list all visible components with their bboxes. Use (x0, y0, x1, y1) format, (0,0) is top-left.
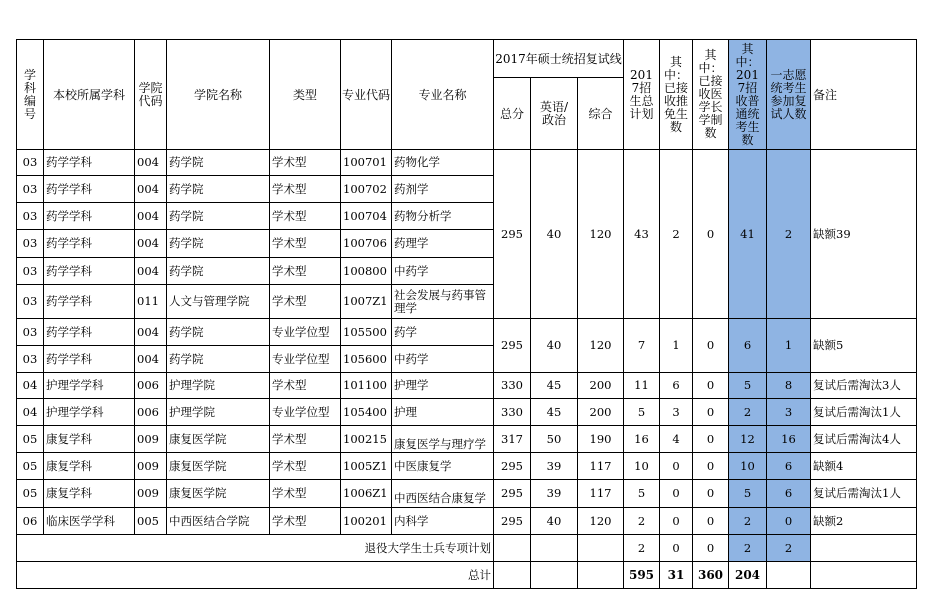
totals-empty (531, 562, 578, 589)
row-no: 05 (17, 426, 44, 453)
row-discipline: 护理学学科 (44, 373, 135, 399)
group-comprehensive: 200 (578, 399, 624, 426)
group-total-score: 330 (494, 399, 531, 426)
row-discipline: 护理学学科 (44, 399, 135, 426)
row-major: 药物分析学 (392, 203, 494, 230)
row-major-code: 100704 (341, 203, 392, 230)
group-total-score: 295 (494, 508, 531, 535)
row-type: 学术型 (270, 453, 341, 480)
row-type: 学术型 (270, 426, 341, 453)
group-exempt: 3 (660, 399, 693, 426)
row-major: 中西医结合康复学 (392, 480, 494, 508)
row-no: 03 (17, 150, 44, 176)
row-type: 专业学位型 (270, 319, 341, 346)
group-regular: 2 (729, 399, 767, 426)
row-discipline: 临床医学学科 (44, 508, 135, 535)
row-discipline: 康复学科 (44, 426, 135, 453)
group-regular: 2 (729, 508, 767, 535)
veteran-exempt: 0 (660, 535, 693, 562)
group-plan: 5 (624, 399, 660, 426)
row-college: 康复医学院 (167, 453, 270, 480)
group-exempt: 0 (660, 508, 693, 535)
row-no: 03 (17, 346, 44, 373)
row-discipline: 药学学科 (44, 230, 135, 258)
group-total-score: 330 (494, 373, 531, 399)
row-discipline: 药学学科 (44, 285, 135, 319)
group-plan: 11 (624, 373, 660, 399)
group-first-choice: 16 (767, 426, 811, 453)
totals-long-term: 360 (693, 562, 729, 589)
header-comprehensive: 综合 (578, 78, 624, 150)
row-major-code: 105500 (341, 319, 392, 346)
group-remark: 复试后需淘汰1人 (811, 399, 917, 426)
group-comprehensive: 117 (578, 453, 624, 480)
admission-table (16, 39, 917, 589)
row-college: 护理学院 (167, 399, 270, 426)
veteran-regular: 2 (729, 535, 767, 562)
header-remarks: 备注 (811, 40, 917, 150)
group-plan: 2 (624, 508, 660, 535)
group-exempt: 4 (660, 426, 693, 453)
totals-regular: 204 (729, 562, 767, 589)
group-exempt: 6 (660, 373, 693, 399)
row-no: 03 (17, 230, 44, 258)
group-english: 50 (531, 426, 578, 453)
row-type: 学术型 (270, 285, 341, 319)
header-english-politics: 英语/政治 (531, 78, 578, 150)
group-exempt: 0 (660, 480, 693, 508)
group-english: 45 (531, 399, 578, 426)
group-comprehensive: 120 (578, 508, 624, 535)
totals-exempt: 31 (660, 562, 693, 589)
veteran-empty (578, 535, 624, 562)
row-college: 药学院 (167, 203, 270, 230)
group-long-term: 0 (693, 426, 729, 453)
row-discipline: 药学学科 (44, 319, 135, 346)
row-college: 药学院 (167, 258, 270, 285)
row-college: 药学院 (167, 150, 270, 176)
row-major-code: 100800 (341, 258, 392, 285)
veteran-empty (531, 535, 578, 562)
totals-empty (811, 562, 917, 589)
group-long-term: 0 (693, 319, 729, 373)
group-comprehensive: 190 (578, 426, 624, 453)
row-major-code: 1007Z1 (341, 285, 392, 319)
group-exempt: 0 (660, 453, 693, 480)
row-college-code: 004 (135, 258, 167, 285)
group-english: 40 (531, 150, 578, 319)
group-comprehensive: 120 (578, 150, 624, 319)
row-type: 学术型 (270, 176, 341, 203)
row-major-code: 100702 (341, 176, 392, 203)
header-regular: 其中：2017招收普通统考生数 (729, 40, 767, 150)
totals-empty (494, 562, 531, 589)
row-major: 药剂学 (392, 176, 494, 203)
row-college: 康复医学院 (167, 480, 270, 508)
group-long-term: 0 (693, 373, 729, 399)
row-college-code: 005 (135, 508, 167, 535)
group-total-score: 317 (494, 426, 531, 453)
header-total-plan: 2017招生总计划 (624, 40, 660, 150)
group-total-score: 295 (494, 453, 531, 480)
group-remark: 缺额2 (811, 508, 917, 535)
group-comprehensive: 120 (578, 319, 624, 373)
row-major: 药学 (392, 319, 494, 346)
veteran-long-term: 0 (693, 535, 729, 562)
group-remark: 复试后需淘汰4人 (811, 426, 917, 453)
group-total-score: 295 (494, 480, 531, 508)
row-no: 05 (17, 480, 44, 508)
group-regular: 10 (729, 453, 767, 480)
group-total-score: 295 (494, 150, 531, 319)
group-long-term: 0 (693, 508, 729, 535)
group-total-score: 295 (494, 319, 531, 373)
group-first-choice: 3 (767, 399, 811, 426)
row-no: 06 (17, 508, 44, 535)
group-first-choice: 8 (767, 373, 811, 399)
group-remark: 复试后需淘汰1人 (811, 480, 917, 508)
group-remark: 缺额39 (811, 150, 917, 319)
row-major-code: 105400 (341, 399, 392, 426)
group-regular: 5 (729, 480, 767, 508)
group-remark: 缺额4 (811, 453, 917, 480)
row-type: 学术型 (270, 373, 341, 399)
row-college-code: 009 (135, 453, 167, 480)
totals-plan: 595 (624, 562, 660, 589)
row-college: 药学院 (167, 319, 270, 346)
row-major-code: 100201 (341, 508, 392, 535)
group-first-choice: 1 (767, 319, 811, 373)
row-college: 人文与管理学院 (167, 285, 270, 319)
row-type: 学术型 (270, 480, 341, 508)
row-major: 药物化学 (392, 150, 494, 176)
group-english: 45 (531, 373, 578, 399)
row-major: 社会发展与药事管理学 (392, 285, 494, 319)
row-college-code: 004 (135, 346, 167, 373)
row-major-code: 1005Z1 (341, 453, 392, 480)
header-type: 类型 (270, 40, 341, 150)
row-type: 学术型 (270, 508, 341, 535)
row-type: 学术型 (270, 150, 341, 176)
row-college: 药学院 (167, 230, 270, 258)
header-discipline-no: 学科编号 (17, 40, 44, 150)
row-major-code: 101100 (341, 373, 392, 399)
row-type: 专业学位型 (270, 346, 341, 373)
row-discipline: 药学学科 (44, 176, 135, 203)
group-first-choice: 0 (767, 508, 811, 535)
group-exempt: 1 (660, 319, 693, 373)
row-major-code: 1006Z1 (341, 480, 392, 508)
row-no: 03 (17, 176, 44, 203)
row-discipline: 药学学科 (44, 258, 135, 285)
group-first-choice: 6 (767, 453, 811, 480)
group-long-term: 0 (693, 453, 729, 480)
totals-label: 总计 (17, 562, 494, 589)
group-first-choice: 2 (767, 150, 811, 319)
row-college-code: 011 (135, 285, 167, 319)
header-discipline: 本校所属学科 (44, 40, 135, 150)
row-discipline: 药学学科 (44, 150, 135, 176)
group-regular: 5 (729, 373, 767, 399)
group-remark: 缺额5 (811, 319, 917, 373)
header-major-code: 专业代码 (341, 40, 392, 150)
group-regular: 41 (729, 150, 767, 319)
row-college-code: 006 (135, 399, 167, 426)
group-comprehensive: 117 (578, 480, 624, 508)
row-major: 护理学 (392, 373, 494, 399)
group-english: 40 (531, 319, 578, 373)
group-long-term: 0 (693, 480, 729, 508)
row-college-code: 004 (135, 203, 167, 230)
header-first-choice: 一志愿统考生参加复试人数 (767, 40, 811, 150)
header-college-code: 学院代码 (135, 40, 167, 150)
totals-empty (767, 562, 811, 589)
row-college: 药学院 (167, 176, 270, 203)
group-regular: 12 (729, 426, 767, 453)
row-major-code: 105600 (341, 346, 392, 373)
header-line-group: 2017年硕士统招复试线 (494, 40, 624, 78)
row-college-code: 009 (135, 426, 167, 453)
group-plan: 7 (624, 319, 660, 373)
veteran-first-choice: 2 (767, 535, 811, 562)
totals-empty (578, 562, 624, 589)
group-plan: 16 (624, 426, 660, 453)
row-discipline: 药学学科 (44, 203, 135, 230)
group-english: 40 (531, 508, 578, 535)
row-no: 03 (17, 285, 44, 319)
row-college-code: 004 (135, 150, 167, 176)
row-major: 中医康复学 (392, 453, 494, 480)
header-exempt: 其中：已接收推免生数 (660, 40, 693, 150)
group-long-term: 0 (693, 399, 729, 426)
row-college: 康复医学院 (167, 426, 270, 453)
row-type: 学术型 (270, 203, 341, 230)
row-major: 康复医学与理疗学 (392, 426, 494, 453)
row-type: 学术型 (270, 230, 341, 258)
header-major-name: 专业名称 (392, 40, 494, 150)
row-college-code: 004 (135, 176, 167, 203)
group-plan: 43 (624, 150, 660, 319)
row-type: 专业学位型 (270, 399, 341, 426)
header-total-score: 总分 (494, 78, 531, 150)
veteran-empty (494, 535, 531, 562)
row-college: 中西医结合学院 (167, 508, 270, 535)
row-major-code: 100706 (341, 230, 392, 258)
row-college-code: 006 (135, 373, 167, 399)
row-college: 护理学院 (167, 373, 270, 399)
group-exempt: 2 (660, 150, 693, 319)
veteran-remark (811, 535, 917, 562)
row-college-code: 009 (135, 480, 167, 508)
group-plan: 5 (624, 480, 660, 508)
row-no: 05 (17, 453, 44, 480)
row-no: 03 (17, 258, 44, 285)
row-no: 03 (17, 203, 44, 230)
row-major: 中药学 (392, 258, 494, 285)
row-no: 04 (17, 399, 44, 426)
row-major: 中药学 (392, 346, 494, 373)
row-college-code: 004 (135, 319, 167, 346)
veteran-plan: 2 (624, 535, 660, 562)
group-regular: 6 (729, 319, 767, 373)
row-major: 药理学 (392, 230, 494, 258)
row-type: 学术型 (270, 258, 341, 285)
row-no: 04 (17, 373, 44, 399)
group-comprehensive: 200 (578, 373, 624, 399)
row-major-code: 100701 (341, 150, 392, 176)
header-long-term: 其中：已接收医学长学制数 (693, 40, 729, 150)
group-english: 39 (531, 453, 578, 480)
row-major: 内科学 (392, 508, 494, 535)
row-major: 护理 (392, 399, 494, 426)
row-college: 药学院 (167, 346, 270, 373)
group-remark: 复试后需淘汰3人 (811, 373, 917, 399)
row-no: 03 (17, 319, 44, 346)
group-plan: 10 (624, 453, 660, 480)
row-discipline: 药学学科 (44, 346, 135, 373)
group-long-term: 0 (693, 150, 729, 319)
group-english: 39 (531, 480, 578, 508)
header-college-name: 学院名称 (167, 40, 270, 150)
row-discipline: 康复学科 (44, 453, 135, 480)
row-discipline: 康复学科 (44, 480, 135, 508)
veteran-label: 退役大学生士兵专项计划 (17, 535, 494, 562)
row-college-code: 004 (135, 230, 167, 258)
row-major-code: 100215 (341, 426, 392, 453)
group-first-choice: 6 (767, 480, 811, 508)
